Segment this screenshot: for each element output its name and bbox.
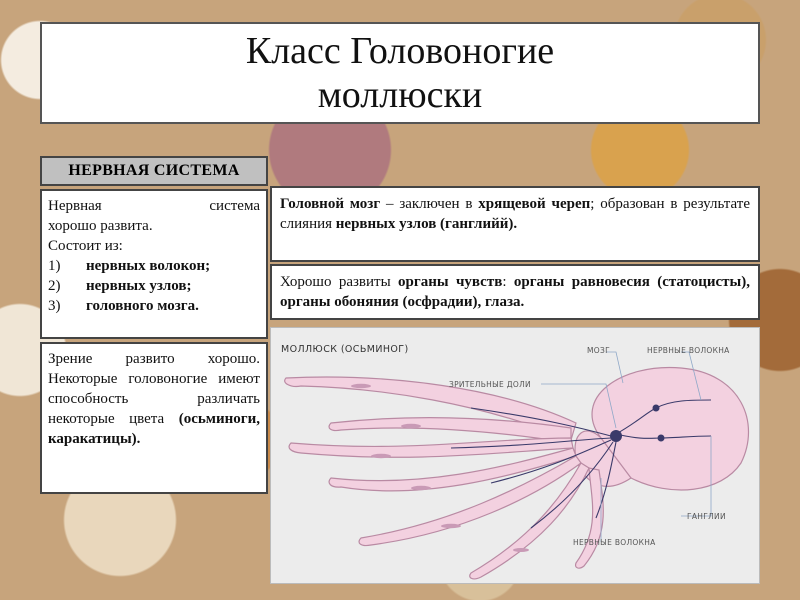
list-item <box>48 256 260 276</box>
vision-examples: (осьминоги, каракатицы). <box>48 411 260 447</box>
senses-text-2: : <box>502 274 514 290</box>
ganglion-node <box>653 405 660 412</box>
senses-term: органы чувств <box>398 274 503 290</box>
vision-text: Зрение развито хорошо. Некоторые головоногие имеют способность различать некоторые цвета <box>48 351 260 427</box>
ganglion-node <box>658 435 665 442</box>
senses-list: органы равновесия (статоцисты), органы обоняния (осфрадии), глаза. <box>280 274 750 310</box>
octopus-body <box>285 368 749 579</box>
octopus-illustration <box>271 328 761 585</box>
title-box <box>40 22 760 124</box>
list-item-number: 3) <box>48 298 61 314</box>
label-brain: МОЗГ <box>587 346 610 355</box>
components-list <box>48 256 260 316</box>
title-line-2: моллюски <box>317 74 483 116</box>
brain-panel <box>270 186 760 262</box>
label-ganglia: ГАНГЛИИ <box>687 512 726 521</box>
brain-term: Головной мозг <box>280 196 381 212</box>
intro-line-1: Нервная система <box>48 198 260 214</box>
skull-term: хрящевой череп <box>478 196 591 212</box>
label-optic-lobes: ЗРИТЕЛЬНЫЕ ДОЛИ <box>449 380 531 389</box>
intro-line-2: хорошо развита. <box>48 218 153 234</box>
list-item <box>48 296 260 316</box>
list-item-text: нервных узлов; <box>86 278 192 294</box>
diagram-title: МОЛЛЮСК (ОСЬМИНОГ) <box>281 344 409 355</box>
brain-text-2: ; образован в результате слияния <box>280 196 750 232</box>
intro-line-3: Состоит из: <box>48 238 123 254</box>
title-line-1: Класс Головоногие <box>245 30 555 72</box>
section-header: НЕРВНАЯ СИСТЕМА <box>40 156 268 186</box>
list-item-number: 2) <box>48 278 61 294</box>
ganglia-term: нервных узлов (ганглийй). <box>335 216 518 232</box>
list-item-number: 1) <box>48 258 61 274</box>
vision-panel <box>40 342 268 494</box>
list-item-text: головного мозга. <box>86 298 199 314</box>
label-nerve-fibers-top: НЕРВНЫЕ ВОЛОКНА <box>647 346 730 355</box>
octopus-diagram <box>270 327 760 584</box>
brain-text-1: – заключен в <box>380 196 479 212</box>
label-nerve-fibers-bottom: НЕРВНЫЕ ВОЛОКНА <box>573 538 656 547</box>
nervous-system-panel <box>40 189 268 339</box>
senses-panel <box>270 264 760 320</box>
list-item-text: нервных волокон; <box>86 258 211 274</box>
brain-node <box>610 430 622 442</box>
senses-text-1: Хорошо развиты <box>280 274 399 290</box>
list-item <box>48 276 260 296</box>
